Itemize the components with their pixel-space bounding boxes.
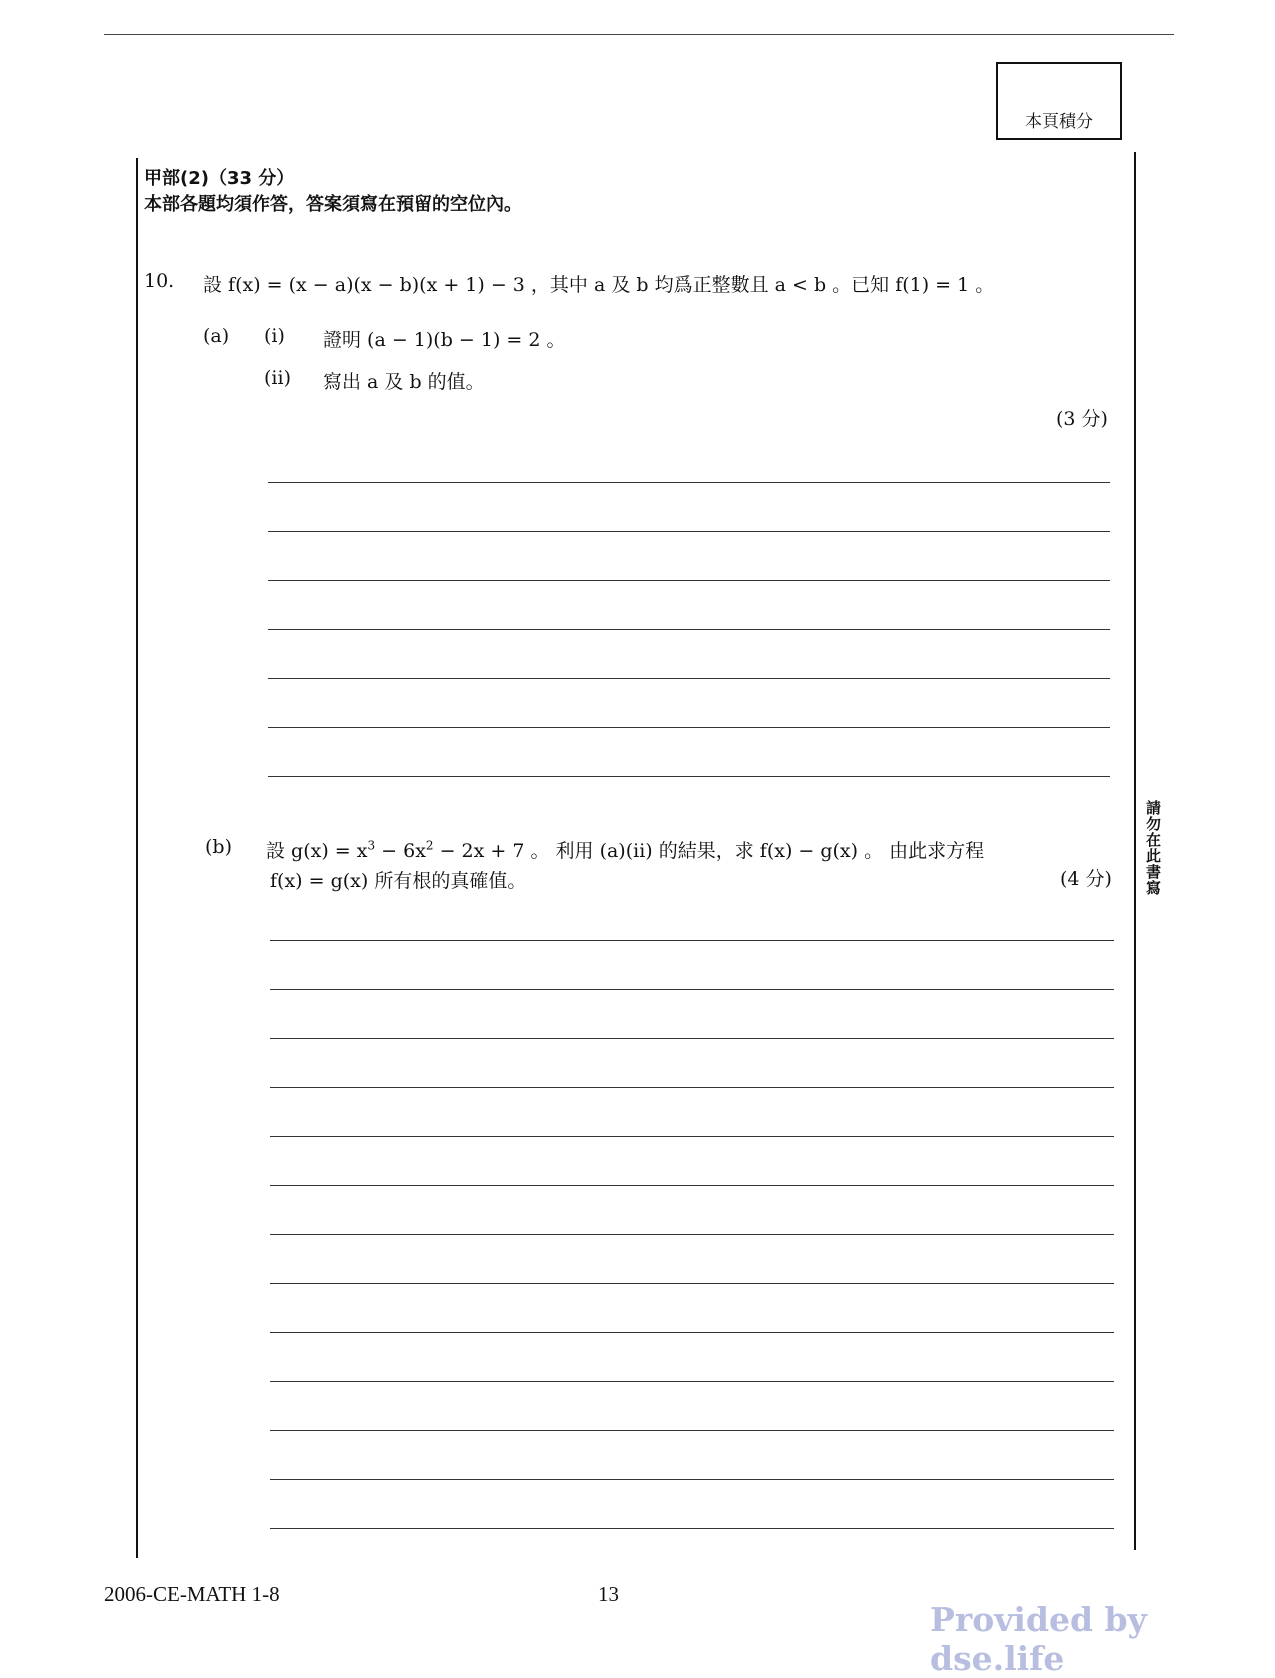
part-a-ii-text: 寫出 a 及 b 的值。: [323, 371, 485, 393]
part-a-label: (a): [203, 325, 230, 347]
section-heading: 甲部(2)（33 分）: [144, 168, 295, 189]
question-number: 10.: [144, 270, 175, 292]
answer-line: [270, 1087, 1114, 1088]
right-margin-rule: [1134, 152, 1136, 1550]
part-b-line1: [266, 836, 984, 863]
part-b-line1-mid: − 6x: [375, 840, 426, 862]
answer-line: [270, 940, 1114, 941]
watermark: Provided by dse.life: [930, 1600, 1147, 1678]
answer-line: [270, 1332, 1114, 1333]
top-rule: [104, 34, 1174, 35]
answer-line: [270, 989, 1114, 990]
left-margin-rule: [136, 158, 138, 1558]
part-b-line2: f(x) = g(x) 所有根的真確值。: [270, 870, 527, 892]
answer-line: [270, 1381, 1114, 1382]
question-stem: 設 f(x) = (x − a)(x − b)(x + 1) − 3 ，其中 a 及 b 均爲正整數且 a < b 。已知 f(1) = 1 。: [203, 274, 995, 296]
answer-line: [268, 678, 1110, 679]
page-score-label: 本頁積分: [1025, 112, 1093, 132]
footer-paper-code: 2006-CE-MATH 1-8: [104, 1582, 280, 1606]
part-b-line1-suffix: − 2x + 7 。 利用 (a)(ii) 的結果，求 f(x) − g(x) 。 由此求方程: [433, 840, 985, 862]
page-score-box: [996, 62, 1122, 140]
answer-line: [270, 1185, 1114, 1186]
answer-line: [270, 1430, 1114, 1431]
answer-line: [268, 727, 1110, 728]
answer-line: [268, 531, 1110, 532]
answer-line: [268, 482, 1110, 483]
answer-line: [268, 580, 1110, 581]
answer-line: [270, 1283, 1114, 1284]
answer-line: [270, 1136, 1114, 1137]
part-a-i-text: 證明 (a − 1)(b − 1) = 2 。: [323, 329, 566, 351]
part-b-label: (b): [205, 836, 232, 858]
part-a-ii-label: (ii): [264, 367, 291, 389]
part-a-marks: (3 分): [1056, 408, 1108, 430]
answer-line: [270, 1528, 1114, 1529]
part-a-i-label: (i): [264, 325, 285, 347]
footer-page-number: 13: [598, 1582, 619, 1606]
section-instruction: 本部各題均須作答，答案須寫在預留的空位內。: [144, 194, 522, 215]
part-b-line1-prefix: 設 g(x) = x: [266, 840, 368, 862]
answer-line: [268, 776, 1110, 777]
answer-line: [270, 1479, 1114, 1480]
answer-line: [268, 629, 1110, 630]
answer-line: [270, 1038, 1114, 1039]
part-b-exp-2: 2: [425, 838, 434, 853]
section-header: [144, 166, 522, 218]
part-b-exp-3: 3: [367, 838, 376, 853]
answer-line: [270, 1234, 1114, 1235]
part-b-marks: (4 分): [1060, 868, 1112, 890]
do-not-write-note: 請勿在此書寫: [1144, 800, 1162, 896]
